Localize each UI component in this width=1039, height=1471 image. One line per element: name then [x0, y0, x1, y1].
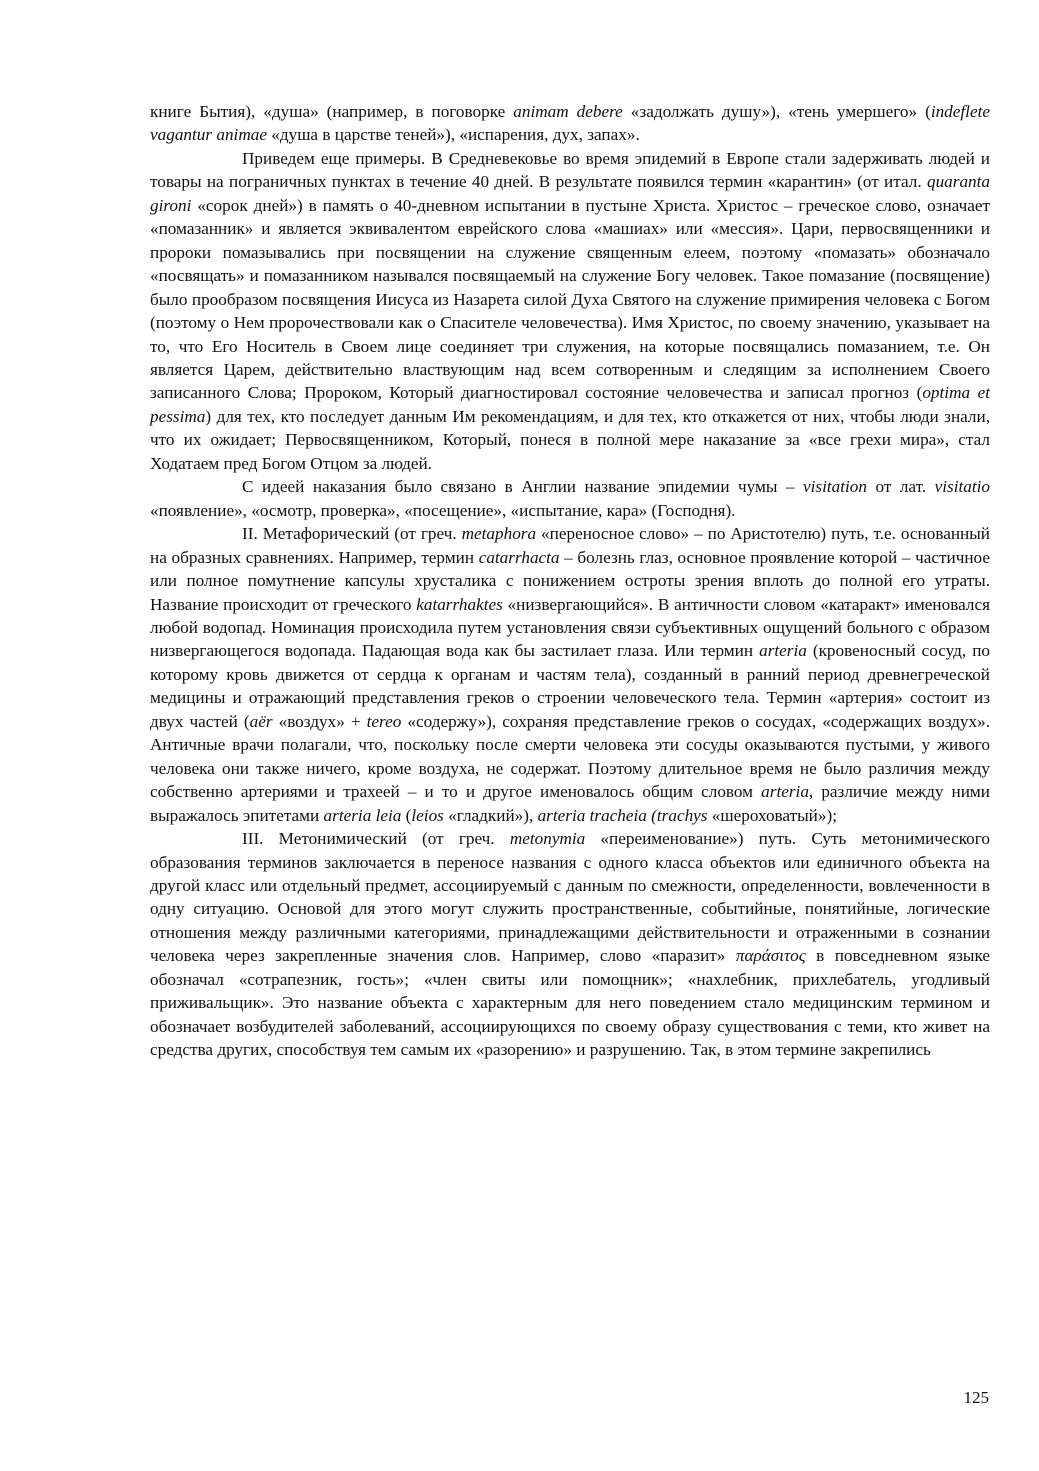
text-run: – болезнь глаз, основное проявление которой – частичное или полное помутнение капсулы хрусталика с понижением остроты зрения вплоть до полной его утраты. Название происходит от греческого: [150, 547, 990, 614]
italic-term: arteria: [761, 782, 809, 802]
text-run: (кровеносный сосуд, по которому кровь движется от сердца к органам и частям тела), созданный в ранний период древнегреческой медицины и отражающий представления греков о строении человеческого тела. Термин «артерия» состоит из двух частей (: [150, 641, 990, 731]
text-run: «воздух» +: [272, 711, 367, 731]
text-run: книге Бытия), «душа» (например, в поговорке: [150, 102, 514, 121]
text-run: «содержу»), сохраняя представление греков о сосудах, «содержащих воздух». Античные врачи полагали, что, поскольку после смерти человека эти сосуды оказываются пустыми, у живого человека они также ничего, кроме воздуха, не содержат. Поэтому длительное время не было различия между собственно артериями и трахеей – и то и другое именовалось общим словом: [150, 711, 990, 802]
italic-term: leios: [411, 805, 444, 825]
italic-term: arteria leia: [323, 805, 402, 825]
italic-term: metonymia: [509, 829, 586, 849]
text-run: III. Метонимический (от греч.: [242, 829, 510, 849]
text-run: «появление», «осмотр, проверка», «посещение», «испытание, кара» (Господня).: [150, 500, 736, 520]
italic-term: visitatio: [934, 477, 990, 497]
text-run: «переносное слово» – по Аристотелю) путь, т.е. основанный на образных сравнениях. Например, термин: [150, 524, 990, 567]
paragraph: [150, 475, 990, 522]
italic-term: optima et pessima: [150, 383, 990, 426]
italic-term: aёr: [249, 711, 273, 731]
italic-term: visitation: [803, 477, 867, 497]
text-run: (: [401, 805, 412, 825]
text-run: Приведем еще примеры. В Средневековье во время эпидемий в Европе стали задерживать людей и товары на пограничных пунктах в течение 40 дней. В результате появился термин «карантин» (от итал.: [150, 148, 990, 192]
text-run: С идеей наказания было связано в Англии название эпидемии чумы –: [242, 477, 804, 497]
italic-term: quaranta gironi: [150, 172, 990, 215]
text-run: «гладкий»),: [443, 805, 538, 825]
paragraph: [150, 827, 990, 1062]
italic-term: indeflete vagantur animae: [150, 102, 990, 145]
text-run: «переименование») путь. Суть метонимического образования терминов заключается в переносе названия с одного класса объектов или единичного объекта на другой класс или отдельный предмет, ассоциируемый с данным по смежности, определенности, вовлеченности в одну ситуацию. Основой для этого могут служить пространственные, событийные, понятийные, логические отношения между различными категориями, принадлежащими действительности и отраженными в сознании человека через закрепленные значения слов. Например, слово «паразит»: [150, 829, 990, 966]
paragraph: [150, 147, 990, 475]
paragraph: [150, 100, 990, 147]
text-run: «душа в царстве теней»), «испарения, дух, запах».: [266, 125, 640, 145]
text-run: от лат.: [867, 477, 935, 497]
text-run: в повседневном языке обозначал «сотрапезник, гость»; «член свиты или помощник»; «нахлебник, прихлебатель, угодливый приживальщик». Это название объекта с характерным для него поведением стало медицинским термином и обозначает возбудителей заболеваний, ассоциирующихся по своему образу существования с теми, кто живет на средства других, способствуя тем самым их «разорению» и разрушению. Так, в этом термине закрепились: [150, 946, 991, 1060]
text-run: II. Метафорический (от греч.: [242, 524, 462, 544]
body-text: [150, 100, 990, 1062]
italic-term: παράσιτος: [735, 946, 806, 966]
text-run: «низвергающийся». В античности словом «катаракт» именовался любой водопад. Номинация происходила путем установления связи субъективных ощущений больного с образом низвергающегося водопада. Падающая вода как бы застилает глаза. Или термин: [150, 594, 990, 661]
text-run: «сорок дней») в память о 40-дневном испытании в пустыне Христа. Христос – греческое слово, означает «помазанник» и является эквивалентом еврейского слова «машиах» или «мессия». Цари, первосвященники и пророки помазывались при посвящении на служение священным елеем, поэтому «помазать» обозначало «посвящать» и помазанником назывался посвящаемый на служение Богу человек. Такое помазание (посвящение) было прообразом посвящения Иисуса из Назарета силой Духа Святого на служение примирения человека с Богом (поэтому о Нем пророчествовали как о Спасителе человечества). Имя Христос, по своему значению, указывает на то, что Его Носитель в Своем лице соединяет три служения, на которые посвящались помазанием, т.е. Он является Царем, действительно властвующим над всем сотворенным и следящим за исполнением Своего записанного Слова; Пророком, Который диагностировал состояние человечества и записал прогноз (: [150, 195, 990, 403]
italic-term: arteria: [759, 641, 807, 661]
italic-term: katarrhaktes: [416, 594, 503, 614]
text-run: , различие между ними выражалось эпитетами: [150, 782, 990, 825]
italic-term: catarrhacta: [478, 547, 560, 567]
italic-term: metaphora: [461, 524, 537, 544]
page-number: 125: [963, 1388, 989, 1407]
text-run: ) для тех, кто последует данным Им рекомендациям, и для тех, кто откажется от них, чтобы люди знали, что их ожидает; Первосвященником, Который, понеся в полной мере наказание за «все грехи мира», стал Ходатаем пред Богом Отцом за людей.: [150, 406, 990, 473]
paragraph: [150, 522, 990, 827]
italic-term: tereo: [366, 711, 402, 731]
italic-term: arteria tracheia (trachys: [537, 805, 708, 825]
text-run: «задолжать душу»), «тень умершего» (: [622, 102, 931, 121]
italic-term: animam debere: [513, 102, 623, 121]
text-run: «шероховатый»);: [707, 805, 837, 825]
